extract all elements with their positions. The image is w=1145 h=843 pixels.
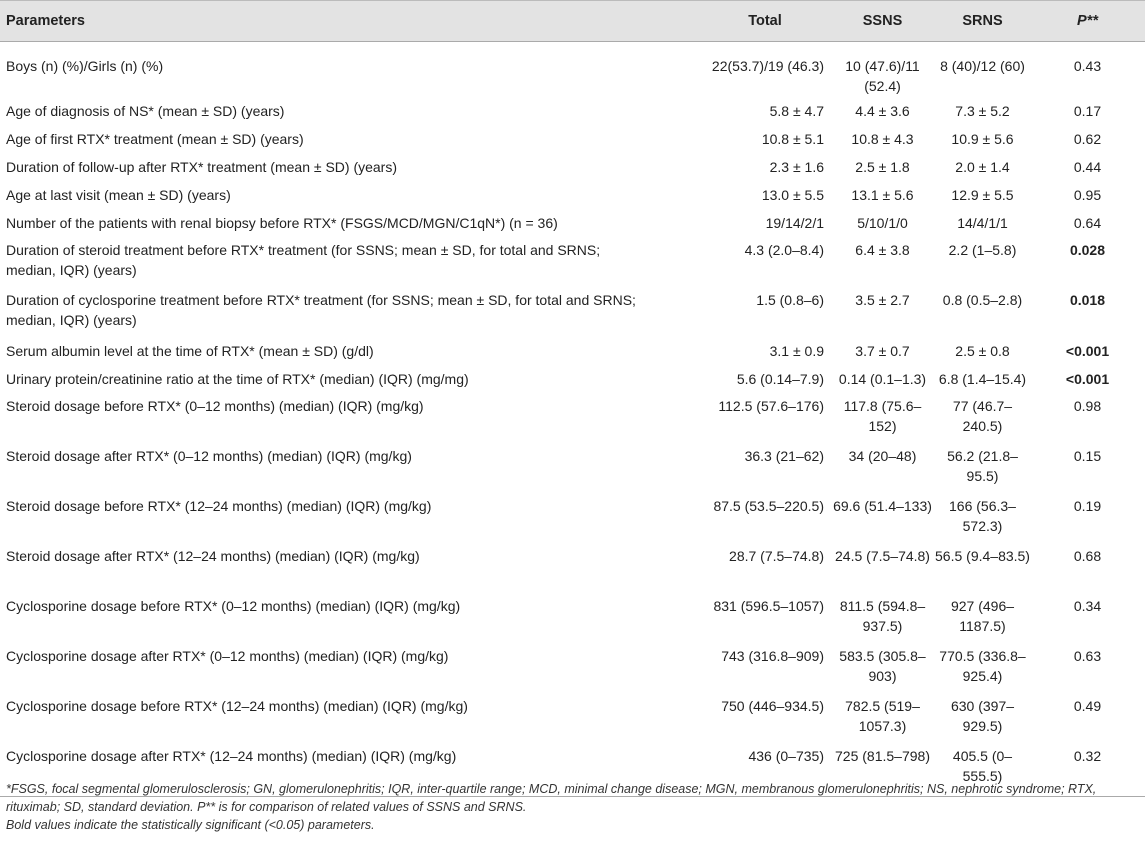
cell-ssns: 2.5 ± 1.8 [855, 159, 910, 175]
table-row [0, 492, 1145, 542]
bold-values-footnote: Bold values indicate the statistically significant (<0.05) parameters. [6, 818, 375, 832]
cell-srns: 166 (56.3–572.3) [949, 498, 1016, 534]
table-row [0, 336, 1145, 364]
table-row [0, 364, 1145, 392]
table-row [0, 152, 1145, 180]
cell-p-value: 0.98 [1073, 398, 1102, 414]
cell-total: 750 (446–934.5) [721, 698, 824, 714]
cell-srns: 14/4/1/1 [957, 215, 1008, 231]
cell-p-value: 0.64 [1073, 215, 1102, 231]
cell-parameter: Steroid dosage after RTX* (0–12 months) (median) (IQR) (mg/kg) [6, 448, 412, 464]
cell-p-value: <0.001 [1065, 371, 1110, 387]
cell-total: 19/14/2/1 [765, 215, 824, 231]
table-row [0, 236, 1145, 286]
cell-p-value: 0.43 [1073, 58, 1102, 74]
cell-p-value: 0.028 [1069, 242, 1106, 258]
cell-parameter: Urinary protein/creatinine ratio at the time of RTX* (median) (IQR) (mg/mg) [6, 371, 469, 387]
cell-parameter: Duration of steroid treatment before RTX* treatment (for SSNS; mean ± SD, for total and SRNS; median, IQR) (years) [6, 242, 601, 278]
cell-parameter: Number of the patients with renal biopsy before RTX* (FSGS/MCD/MGN/C1qN*) (n = 36) [6, 215, 558, 231]
cell-ssns: 24.5 (7.5–74.8) [835, 548, 930, 564]
table-row [0, 42, 1145, 97]
table-row [0, 442, 1145, 492]
cell-p-value: 0.95 [1073, 187, 1102, 203]
table-body [0, 42, 1145, 797]
cell-srns: 56.2 (21.8–95.5) [947, 448, 1018, 484]
cell-p-value: 0.19 [1073, 498, 1102, 514]
table-row [0, 96, 1145, 124]
cell-total: 4.3 (2.0–8.4) [744, 242, 824, 258]
cell-ssns: 34 (20–48) [848, 448, 917, 464]
cell-srns: 12.9 ± 5.5 [951, 187, 1014, 203]
header-srns: SRNS [935, 1, 1030, 42]
cell-total: 2.3 ± 1.6 [769, 159, 824, 175]
header-parameters: Parameters [0, 1, 650, 42]
cell-parameter: Boys (n) (%)/Girls (n) (%) [6, 58, 164, 74]
header-row [0, 1, 1145, 42]
cell-p-value: 0.32 [1030, 742, 1145, 796]
table-row [0, 208, 1145, 236]
cell-parameter: Age of first RTX* treatment (mean ± SD) (years) [6, 131, 304, 147]
cell-parameter: Steroid dosage before RTX* (0–12 months) (median) (IQR) (mg/kg) [6, 398, 424, 414]
cell-ssns: 10.8 ± 4.3 [851, 131, 914, 147]
cell-total: 10.8 ± 5.1 [761, 131, 824, 147]
cell-srns: 2.2 (1–5.8) [948, 242, 1017, 258]
cell-p-value: 0.62 [1073, 131, 1102, 147]
cell-ssns: 4.4 ± 3.6 [855, 103, 910, 119]
cell-ssns: 5/10/1/0 [857, 215, 908, 231]
header-ssns: SSNS [830, 1, 935, 42]
table-row [0, 180, 1145, 208]
cell-srns: 6.8 (1.4–15.4) [938, 371, 1027, 387]
table-row [0, 692, 1145, 742]
cell-total: 112.5 (57.6–176) [718, 398, 824, 414]
cell-srns: 56.5 (9.4–83.5) [935, 548, 1030, 564]
cell-ssns: 10 (47.6)/11 (52.4) [845, 58, 920, 94]
table-row [0, 542, 1145, 592]
cell-total: 831 (596.5–1057) [713, 598, 824, 614]
cell-total: 5.8 ± 4.7 [769, 103, 824, 119]
cell-srns: 10.9 ± 5.6 [951, 131, 1014, 147]
cell-p-value: 0.34 [1073, 598, 1102, 614]
cell-total: 28.7 (7.5–74.8) [729, 548, 824, 564]
cell-p-value: 0.49 [1073, 698, 1102, 714]
header-p: P** [1030, 1, 1145, 42]
cell-parameter: Cyclosporine dosage before RTX* (0–12 months) (median) (IQR) (mg/kg) [6, 598, 461, 614]
cell-ssns: 782.5 (519–1057.3) [845, 698, 920, 734]
cell-p-value: 0.17 [1073, 103, 1102, 119]
cell-srns: 405.5 (0–555.5) [935, 742, 1030, 796]
cell-srns: 77 (46.7–240.5) [952, 398, 1013, 434]
table-row [0, 286, 1145, 336]
cell-ssns: 117.8 (75.6–152) [843, 398, 922, 434]
cell-p-value: <0.001 [1065, 343, 1110, 359]
cell-srns: 7.3 ± 5.2 [955, 103, 1010, 119]
cell-parameter: Age of diagnosis of NS* (mean ± SD) (years) [6, 103, 285, 119]
cell-srns: 2.5 ± 0.8 [955, 343, 1010, 359]
cell-total: 743 (316.8–909) [721, 648, 824, 664]
cell-ssns: 69.6 (51.4–133) [833, 498, 932, 514]
cell-parameter: Cyclosporine dosage before RTX* (12–24 months) (median) (IQR) (mg/kg) [6, 698, 468, 714]
table-row [0, 642, 1145, 692]
cell-ssns: 0.14 (0.1–1.3) [838, 371, 927, 387]
cell-total: 5.6 (0.14–7.9) [736, 371, 824, 387]
cell-total: 436 (0–735) [650, 742, 830, 796]
cell-ssns: 13.1 ± 5.6 [851, 187, 914, 203]
cell-p-value: 0.018 [1069, 292, 1106, 308]
cell-total: 3.1 ± 0.9 [769, 343, 824, 359]
table-row [0, 392, 1145, 442]
cell-srns: 0.8 (0.5–2.8) [942, 292, 1023, 308]
cell-parameter: Steroid dosage after RTX* (12–24 months) (median) (IQR) (mg/kg) [6, 548, 420, 564]
cell-ssns: 6.4 ± 3.8 [855, 242, 910, 258]
cell-parameter: Duration of follow-up after RTX* treatment (mean ± SD) (years) [6, 159, 398, 175]
cell-parameter: Steroid dosage before RTX* (12–24 months) (median) (IQR) (mg/kg) [6, 498, 432, 514]
table-header [0, 1, 1145, 42]
table-row [0, 124, 1145, 152]
cell-p-value: 0.15 [1073, 448, 1102, 464]
cell-ssns: 583.5 (305.8–903) [839, 648, 926, 684]
cell-ssns: 811.5 (594.8–937.5) [839, 598, 926, 634]
cell-total: 36.3 (21–62) [744, 448, 824, 464]
cell-srns: 2.0 ± 1.4 [955, 159, 1010, 175]
table-footnotes [6, 780, 1136, 834]
cell-total: 87.5 (53.5–220.5) [713, 498, 824, 514]
table-row [0, 592, 1145, 642]
cell-ssns: 3.7 ± 0.7 [855, 343, 910, 359]
cell-srns: 927 (496–1187.5) [950, 598, 1015, 634]
cell-p-value: 0.63 [1073, 648, 1102, 664]
abbreviations-footnote: *FSGS, focal segmental glomerulosclerosis; GN, glomerulonephritis; IQR, inter-quartile range; MCD, minimal change disease; MGN, membranous glomerulonephritis; NS, nephrotic syndrome; RTX, rituximab; SD, standard deviation. P** is for comparison of related values of SSNS and SRNS. [6, 782, 1097, 814]
cell-parameter: Cyclosporine dosage after RTX* (12–24 months) (median) (IQR) (mg/kg) [0, 742, 650, 796]
cell-parameter: Serum albumin level at the time of RTX* (mean ± SD) (g/dl) [6, 343, 374, 359]
cell-total: 1.5 (0.8–6) [756, 292, 824, 308]
cell-parameter: Duration of cyclosporine treatment before RTX* treatment (for SSNS; mean ± SD, for total and SRNS; median, IQR) (years) [6, 292, 636, 328]
cell-total: 22(53.7)/19 (46.3) [711, 58, 824, 74]
cell-parameter: Cyclosporine dosage after RTX* (0–12 months) (median) (IQR) (mg/kg) [6, 648, 449, 664]
cell-ssns: 725 (81.5–798) [830, 742, 935, 796]
cell-parameter: Age at last visit (mean ± SD) (years) [6, 187, 231, 203]
cell-srns: 770.5 (336.8–925.4) [939, 648, 1026, 684]
header-total: Total [650, 1, 830, 42]
cell-srns: 8 (40)/12 (60) [940, 58, 1025, 74]
cell-srns: 630 (397–929.5) [950, 698, 1015, 734]
cell-total: 13.0 ± 5.5 [761, 187, 824, 203]
cell-p-value: 0.44 [1073, 159, 1102, 175]
cell-p-value: 0.68 [1073, 548, 1102, 564]
cell-ssns: 3.5 ± 2.7 [855, 292, 910, 308]
